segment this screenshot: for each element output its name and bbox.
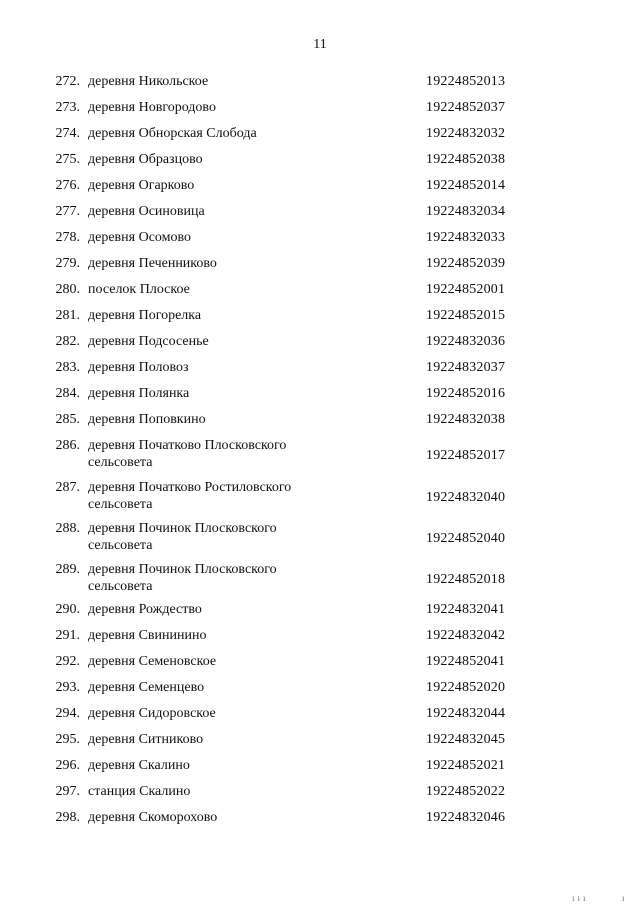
settlement-code: 19224852039 [426,256,506,271]
settlement-name: деревня Новгородово [88,100,216,115]
settlement-number: 274. [55,126,80,141]
settlement-code: 19224852016 [426,386,506,401]
settlement-name: деревня Семеновское [88,654,217,669]
settlement-number: 294. [55,706,80,721]
settlement-number: 272. [55,74,80,89]
settlement-code: 19224852001 [426,282,506,297]
settlement-number: 273. [55,100,80,115]
settlement-name: деревня Образцово [88,152,203,167]
settlement-number: 280. [55,282,80,297]
settlement-name: деревня Поповкино [88,412,206,427]
settlement-number: 286. [55,438,80,453]
settlement-code: 19224832041 [426,602,506,617]
settlement-number: 278. [55,230,80,245]
settlement-code: 19224832040 [426,490,506,505]
settlement-code: 19224852041 [426,654,506,669]
settlement-number: 296. [55,758,80,773]
scan-artifact: ııı [572,893,589,903]
settlement-name: деревня Семенцево [88,680,205,695]
settlement-number: 295. [55,732,80,747]
settlement-name: станция Скалино [88,784,191,799]
settlement-name: деревня Скалино [88,758,190,773]
settlement-code: 19224832036 [426,334,506,349]
settlement-code: 19224852037 [426,100,506,115]
settlement-number: 279. [55,256,80,271]
settlement-code: 19224852014 [426,178,506,193]
settlement-name: деревня Осомово [88,230,192,245]
settlement-name: деревня Починок Плосковского сельсовета [88,562,277,594]
settlement-name: деревня Початково Плосковского сельсовета [88,438,287,470]
settlement-code: 19224832038 [426,412,506,427]
settlement-code: 19224852038 [426,152,506,167]
settlement-number: 276. [55,178,80,193]
settlement-name: деревня Огарково [88,178,195,193]
settlement-number: 293. [55,680,80,695]
settlement-name: деревня Печенниково [88,256,217,271]
settlement-number: 275. [55,152,80,167]
settlement-number: 297. [55,784,80,799]
settlement-number: 287. [55,480,80,495]
settlement-name: поселок Плоское [88,282,190,297]
settlement-name: деревня Погорелка [88,308,202,323]
settlement-name: деревня Обнорская Слобода [88,126,257,141]
settlement-code: 19224852018 [426,572,506,587]
page-number: 11 [313,37,327,52]
settlement-name: деревня Подсосенье [88,334,209,349]
settlement-code: 19224852020 [426,680,506,695]
settlement-code: 19224852021 [426,758,506,773]
settlement-number: 283. [55,360,80,375]
settlement-name: деревня Сидоровское [88,706,216,721]
settlement-number: 285. [55,412,80,427]
scan-artifact: ı [622,893,628,903]
settlement-number: 288. [55,521,80,536]
settlement-number: 298. [55,810,80,825]
settlement-name: деревня Рождество [88,602,202,617]
settlement-name: деревня Полянка [88,386,190,401]
settlement-code: 19224832034 [426,204,506,219]
settlement-name: деревня Починок Плосковского сельсовета [88,521,277,553]
settlement-code: 19224852017 [426,448,506,463]
settlement-code: 19224832044 [426,706,506,721]
settlement-code: 19224832046 [426,810,506,825]
settlement-number: 281. [55,308,80,323]
settlement-code: 19224852022 [426,784,506,799]
settlement-number: 277. [55,204,80,219]
settlement-name: деревня Скоморохово [88,810,218,825]
settlement-name: деревня Половоз [88,360,189,375]
settlement-number: 282. [55,334,80,349]
settlement-number: 292. [55,654,80,669]
settlement-code: 19224832042 [426,628,506,643]
settlement-number: 290. [55,602,80,617]
settlement-number: 284. [55,386,80,401]
settlement-code: 19224852013 [426,74,506,89]
settlement-code: 19224852040 [426,531,506,546]
settlement-name: деревня Ситниково [88,732,204,747]
settlement-number: 291. [55,628,80,643]
settlement-name: деревня Никольское [88,74,209,89]
settlement-name: деревня Початково Ростиловского сельсовета [88,480,292,512]
settlement-code: 19224832033 [426,230,506,245]
settlement-number: 289. [55,562,80,577]
settlement-code: 19224832037 [426,360,506,375]
settlement-code: 19224832032 [426,126,506,141]
settlement-name: деревня Свининино [88,628,207,643]
settlement-name: деревня Осиновица [88,204,205,219]
settlement-code: 19224832045 [426,732,506,747]
settlement-code: 19224852015 [426,308,506,323]
